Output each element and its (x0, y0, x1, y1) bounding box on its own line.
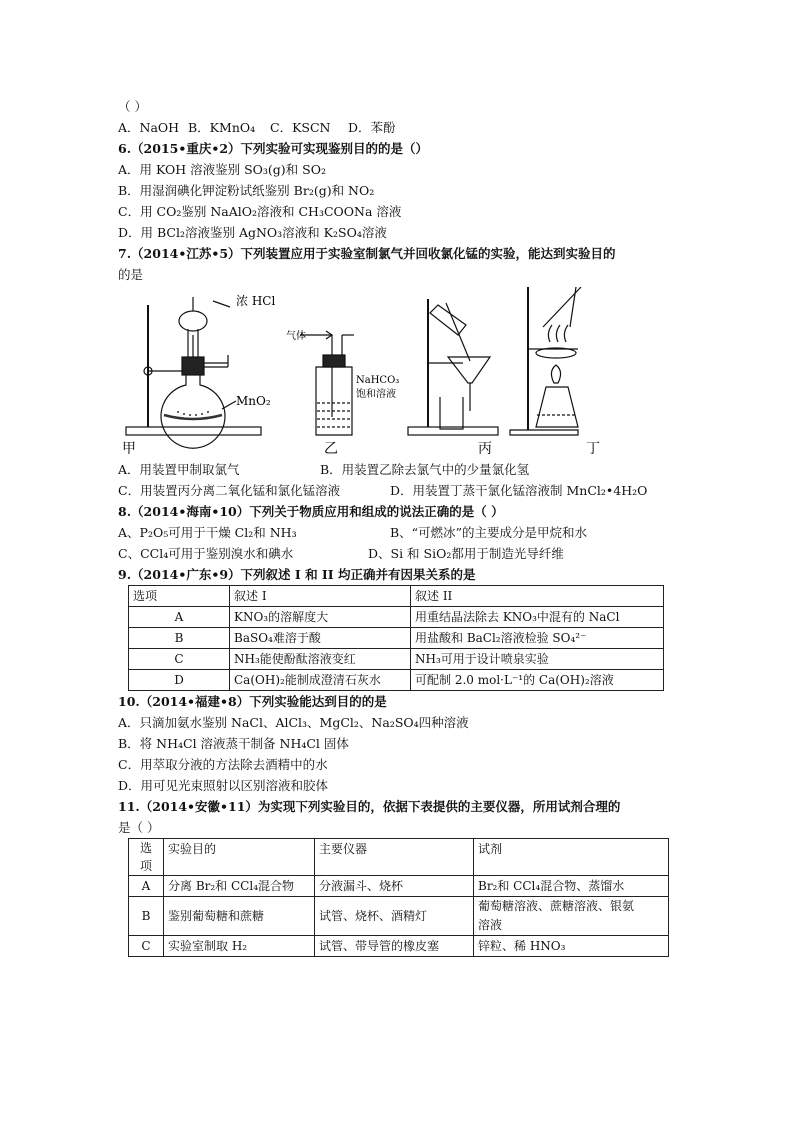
alcohol-lamp (536, 387, 578, 427)
stand-base-bing (408, 427, 498, 435)
table-header-cell: 选项 (129, 586, 230, 607)
table-header-cell (129, 839, 164, 876)
q10-option-d: D．用可见光束照射以区别溶液和胶体 (118, 778, 329, 793)
q7-head-2: 的是 (118, 267, 144, 282)
q7-options-cd (118, 480, 683, 501)
table-cell: 试管、烧杯、酒精灯 (315, 897, 474, 936)
table-cell: 鉴别葡萄糖和蔗糖 (164, 897, 315, 936)
table-cell: BaSO₄难溶于酸 (230, 628, 411, 649)
label-nahco3: NaHCO₃ (356, 375, 400, 386)
table-row (129, 628, 664, 649)
table-header-row (129, 586, 664, 607)
table-cell: 锌粒、稀 HNO₃ (474, 936, 669, 957)
label-ding: 丁 (586, 441, 600, 455)
table-row (129, 649, 664, 670)
label-yi: 乙 (324, 441, 338, 455)
table-header-row (129, 839, 669, 876)
q6-option-a: A．用 KOH 溶液鉴别 SO₃(g)和 SO₂ (118, 162, 326, 177)
table-header-cell: 实验目的 (164, 839, 315, 876)
table-cell: B (129, 628, 230, 649)
q7-option-a: A．用装置甲制取氯气 (118, 462, 240, 477)
exam-page (118, 96, 683, 957)
table-cell: C (129, 649, 230, 670)
q8-option-c: C、CCl₄可用于鉴别溴水和碘水 (118, 546, 294, 561)
separatory-funnel (179, 311, 207, 331)
q7-head-1: 7.（2014•江苏•5）下列装置应用于实验室制氯气并回收氯化锰的实验，能达到实验目的 (118, 246, 616, 261)
label-gas: 气体 (286, 331, 306, 342)
q5-options (118, 117, 683, 138)
q11-table (128, 838, 669, 957)
q5-option-c: C．KSCN (270, 120, 331, 135)
table-row (129, 670, 664, 691)
table-cell (474, 897, 669, 936)
table-cell: 分液漏斗、烧杯 (315, 876, 474, 897)
q8-option-a: A、P₂O₅可用于干燥 Cl₂和 NH₃ (118, 525, 297, 540)
q5-option-d: D．苯酚 (348, 120, 396, 135)
q8-option-d: D、Si 和 SiO₂都用于制造光导纤维 (368, 546, 564, 561)
label-saturated: 饱和溶液 (356, 389, 396, 400)
table-header-cell: 叙述 I (230, 586, 411, 607)
q6-head: 6.（2015•重庆•2）下列实验可实现鉴别目的的是（） (118, 141, 429, 156)
gas-wash-bottle (316, 367, 352, 435)
q6-option-d: D．用 BCl₂溶液鉴别 AgNO₃溶液和 K₂SO₄溶液 (118, 225, 387, 240)
label-hcl: 浓 HCl (236, 294, 276, 308)
table-cell: Br₂和 CCl₄混合物、蒸馏水 (474, 876, 669, 897)
header-text: 项 (139, 859, 152, 873)
table-cell: B (129, 897, 164, 936)
q8-options-cd (118, 543, 683, 564)
q7-options-ab (118, 459, 683, 480)
q11-head-1: 11.（2014•安徽•11）为实现下列实验目的，依据下表提供的主要仪器，所用试剂合理的 (118, 799, 621, 814)
q10-option-a: A．只滴加氨水鉴别 NaCl、AlCl₃、MgCl₂、Na₂SO₄四种溶液 (118, 715, 469, 730)
apparatus-drawing (118, 287, 683, 455)
q11-head-2: 是（ ） (118, 820, 160, 835)
table-cell: KNO₃的溶解度大 (230, 607, 411, 628)
table-cell: 实验室制取 H₂ (164, 936, 315, 957)
beaker-bing (440, 397, 463, 429)
stopper-jia (182, 357, 204, 375)
table-cell: 分离 Br₂和 CCl₄混合物 (164, 876, 315, 897)
table-cell: NH₃可用于设计喷泉实验 (411, 649, 664, 670)
filter-funnel (448, 357, 490, 383)
q10-option-c: C．用萃取分液的方法除去酒精中的水 (118, 757, 328, 772)
table-cell: C (129, 936, 164, 957)
stand-base-ding (510, 430, 578, 435)
q7-option-b: B．用装置乙除去氯气中的少量氯化氢 (320, 462, 530, 477)
q8-head: 8.（2014•海南•10）下列关于物质应用和组成的说法正确的是（ ） (118, 504, 504, 519)
table-row (129, 607, 664, 628)
stand-base-jia (126, 427, 261, 435)
table-header-cell: 主要仪器 (315, 839, 474, 876)
table-row (129, 897, 669, 936)
q5-bracket: （ ） (118, 99, 147, 114)
table-cell: 用重结晶法除去 KNO₃中混有的 NaCl (411, 607, 664, 628)
table-header-cell: 叙述 II (411, 586, 664, 607)
label-jia: 甲 (122, 441, 136, 455)
table-row (129, 876, 669, 897)
q7-option-d: D．用装置丁蒸干氯化锰溶液制 MnCl₂•4H₂O (390, 483, 648, 498)
table-cell: NH₃能使酚酞溶液变红 (230, 649, 411, 670)
q10-head: 10.（2014•福建•8）下列实验能达到目的的是 (118, 694, 387, 709)
q8-option-b: B、“可燃冰”的主要成分是甲烷和水 (390, 525, 587, 540)
q5-option-b: B．KMnO₄ (188, 120, 256, 135)
q6-option-c: C．用 CO₂鉴别 NaAlO₂溶液和 CH₃COONa 溶液 (118, 204, 402, 219)
label-mno2: MnO₂ (236, 394, 271, 408)
table-cell: A (129, 607, 230, 628)
q9-table (128, 585, 664, 691)
header-text: 选 (139, 841, 152, 855)
table-cell: D (129, 670, 230, 691)
flame (551, 365, 560, 383)
q6-option-b: B．用湿润碘化钾淀粉试纸鉴别 Br₂(g)和 NO₂ (118, 183, 375, 198)
round-flask (161, 375, 225, 448)
table-row (129, 936, 669, 957)
q7-apparatus-figures (118, 287, 683, 455)
table-cell: 试管、带导管的橡皮塞 (315, 936, 474, 957)
cell-text: 葡萄糖溶液、蔗糖溶液、银氨 (478, 899, 635, 913)
table-cell: Ca(OH)₂能制成澄清石灰水 (230, 670, 411, 691)
table-cell: A (129, 876, 164, 897)
q9-head: 9.（2014•广东•9）下列叙述 I 和 II 均正确并有因果关系的是 (118, 567, 476, 582)
table-header-cell: 试剂 (474, 839, 669, 876)
q8-options-ab (118, 522, 683, 543)
pouring-beaker (430, 305, 466, 335)
table-cell: 用盐酸和 BaCl₂溶液检验 SO₄²⁻ (411, 628, 664, 649)
label-bing: 丙 (478, 441, 492, 455)
stopper-yi (323, 355, 345, 367)
q5-option-a: A．NaOH (118, 120, 180, 135)
cell-text: 溶液 (478, 918, 503, 932)
table-cell: 可配制 2.0 mol·L⁻¹的 Ca(OH)₂溶液 (411, 670, 664, 691)
q10-option-b: B．将 NH₄Cl 溶液蒸干制备 NH₄Cl 固体 (118, 736, 349, 751)
q7-option-c: C．用装置丙分离二氧化锰和氯化锰溶液 (118, 483, 341, 498)
